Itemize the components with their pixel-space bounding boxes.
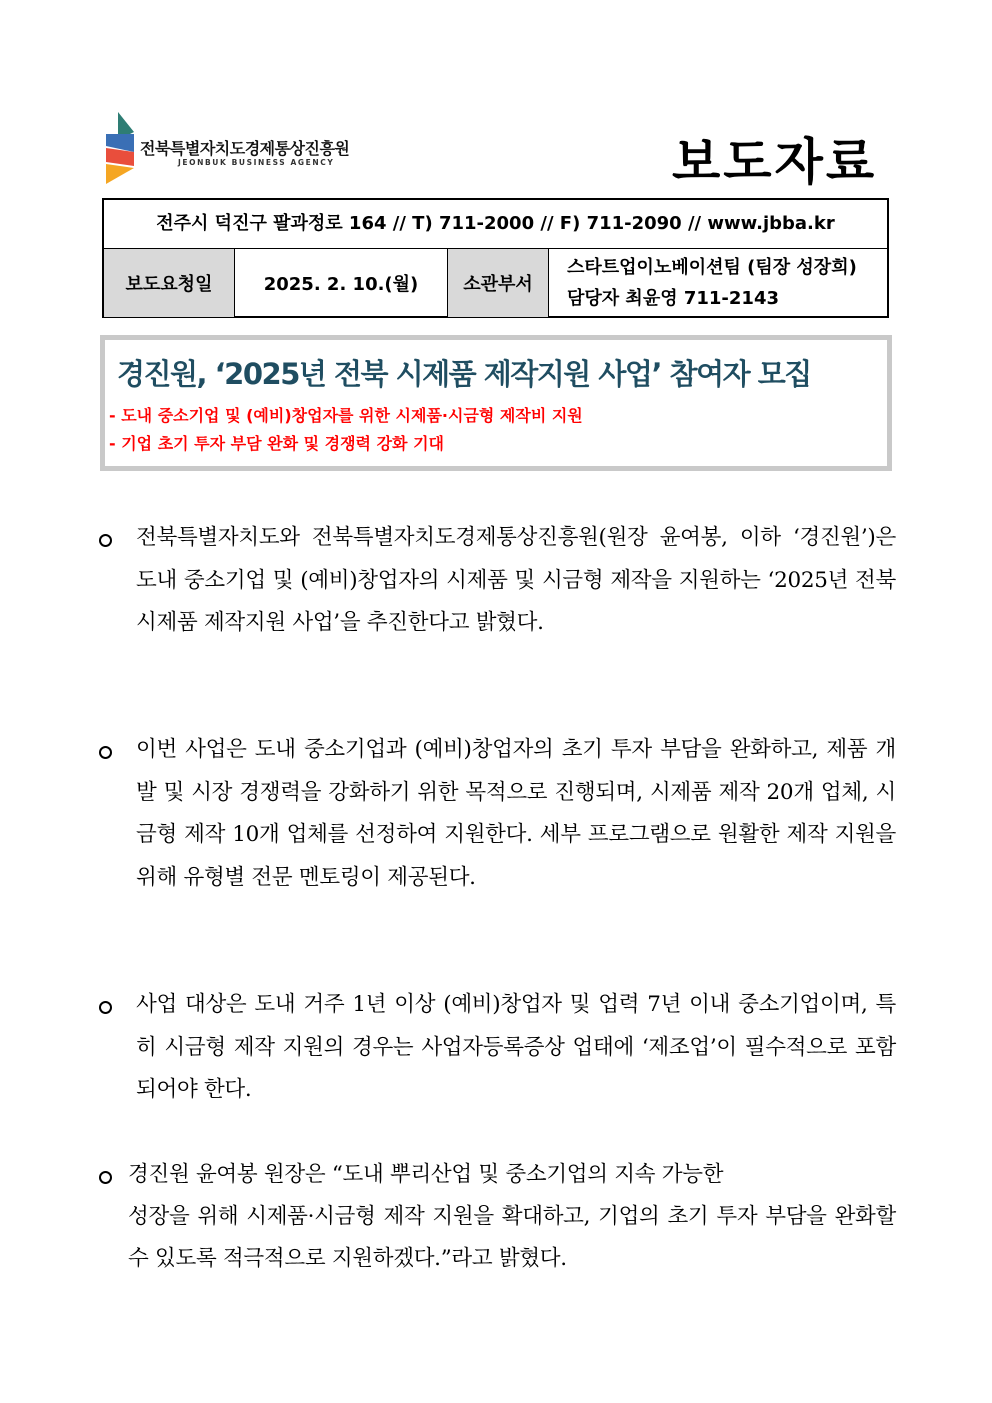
body-paragraph-3: 사업 대상은 도내 거주 1년 이상 (예비)창업자 및 업력 7년 이내 중소기업이며, 특히 시금형 제작 지원의 경우는 사업자등록증상 업태에 ‘제조업’이 필수적으로 포함되어야 한다. (136, 992, 896, 1103)
document-type-title: 보도자료 (672, 133, 878, 191)
headline-subtitle-1: - 도내 중소기업 및 (예비)창업자를 위한 시제품·시금형 제작비 지원 (109, 406, 583, 425)
quote-paragraph (128, 1154, 896, 1280)
org-name-english: JEONBUK BUSINESS AGENCY (178, 158, 335, 167)
department-details (549, 249, 887, 317)
department-label: 소관부서 (448, 249, 549, 317)
quote-rest: 성장을 위해 시제품·시금형 제작 지원을 확대하고, 기업의 초기 투자 부담을 완화할 수 있도록 적극적으로 지원하겠다.”라고 밝혔다. (128, 1204, 896, 1271)
quote-first-line: 경진원 윤여봉 원장은 “도내 뿌리산업 및 중소기업의 지속 가능한 (128, 1162, 724, 1187)
info-row (104, 249, 887, 317)
agency-logo (104, 112, 384, 186)
headline-box (100, 335, 892, 471)
headline-subtitle-2: - 기업 초기 투자 부담 완화 및 경쟁력 강화 기대 (109, 434, 444, 453)
bullet-icon (99, 746, 112, 759)
contact-info-table (102, 198, 889, 318)
org-name-korean: 전북특별자치도경제통상진흥원 (140, 139, 350, 158)
bullet-icon (99, 1171, 112, 1184)
agency-logo-mark (104, 112, 136, 186)
request-date-value: 2025. 2. 10.(월) (235, 249, 448, 317)
address-line: 전주시 덕진구 팔과정로 164 // T) 711-2000 // F) 711-2090 // www.jbba.kr (104, 200, 887, 249)
request-date-label: 보도요청일 (104, 249, 235, 317)
headline-title: 경진원, ‘2025년 전북 시제품 제작지원 사업’ 참여자 모집 (117, 357, 811, 391)
body-paragraph-1: 전북특별자치도와 전북특별자치도경제통상진흥원(원장 윤여봉, 이하 ‘경진원’)은 도내 중소기업 및 (예비)창업자의 시제품 및 시금형 제작을 지원하는 ‘2025년 전북 시제품 제작지원 사업’을 추진한다고 밝혔다. (136, 525, 896, 636)
manager-contact: 담당자 최윤영 711-2143 (567, 288, 780, 309)
body-paragraph-2: 이번 사업은 도내 중소기업과 (예비)창업자의 초기 투자 부담을 완화하고, 제품 개발 및 시장 경쟁력을 강화하기 위한 목적으로 진행되며, 시제품 제작 20개 업체, 시금형 제작 10개 업체를 선정하여 지원한다. 세부 프로그램으로 원활한 제작 지원을 위해 유형별 전문 멘토링이 제공된다. (136, 737, 896, 891)
department-name: 스타트업이노베이션팀 (팀장 성장희) (567, 257, 857, 278)
bullet-icon (99, 1001, 112, 1014)
bullet-icon (99, 534, 112, 547)
